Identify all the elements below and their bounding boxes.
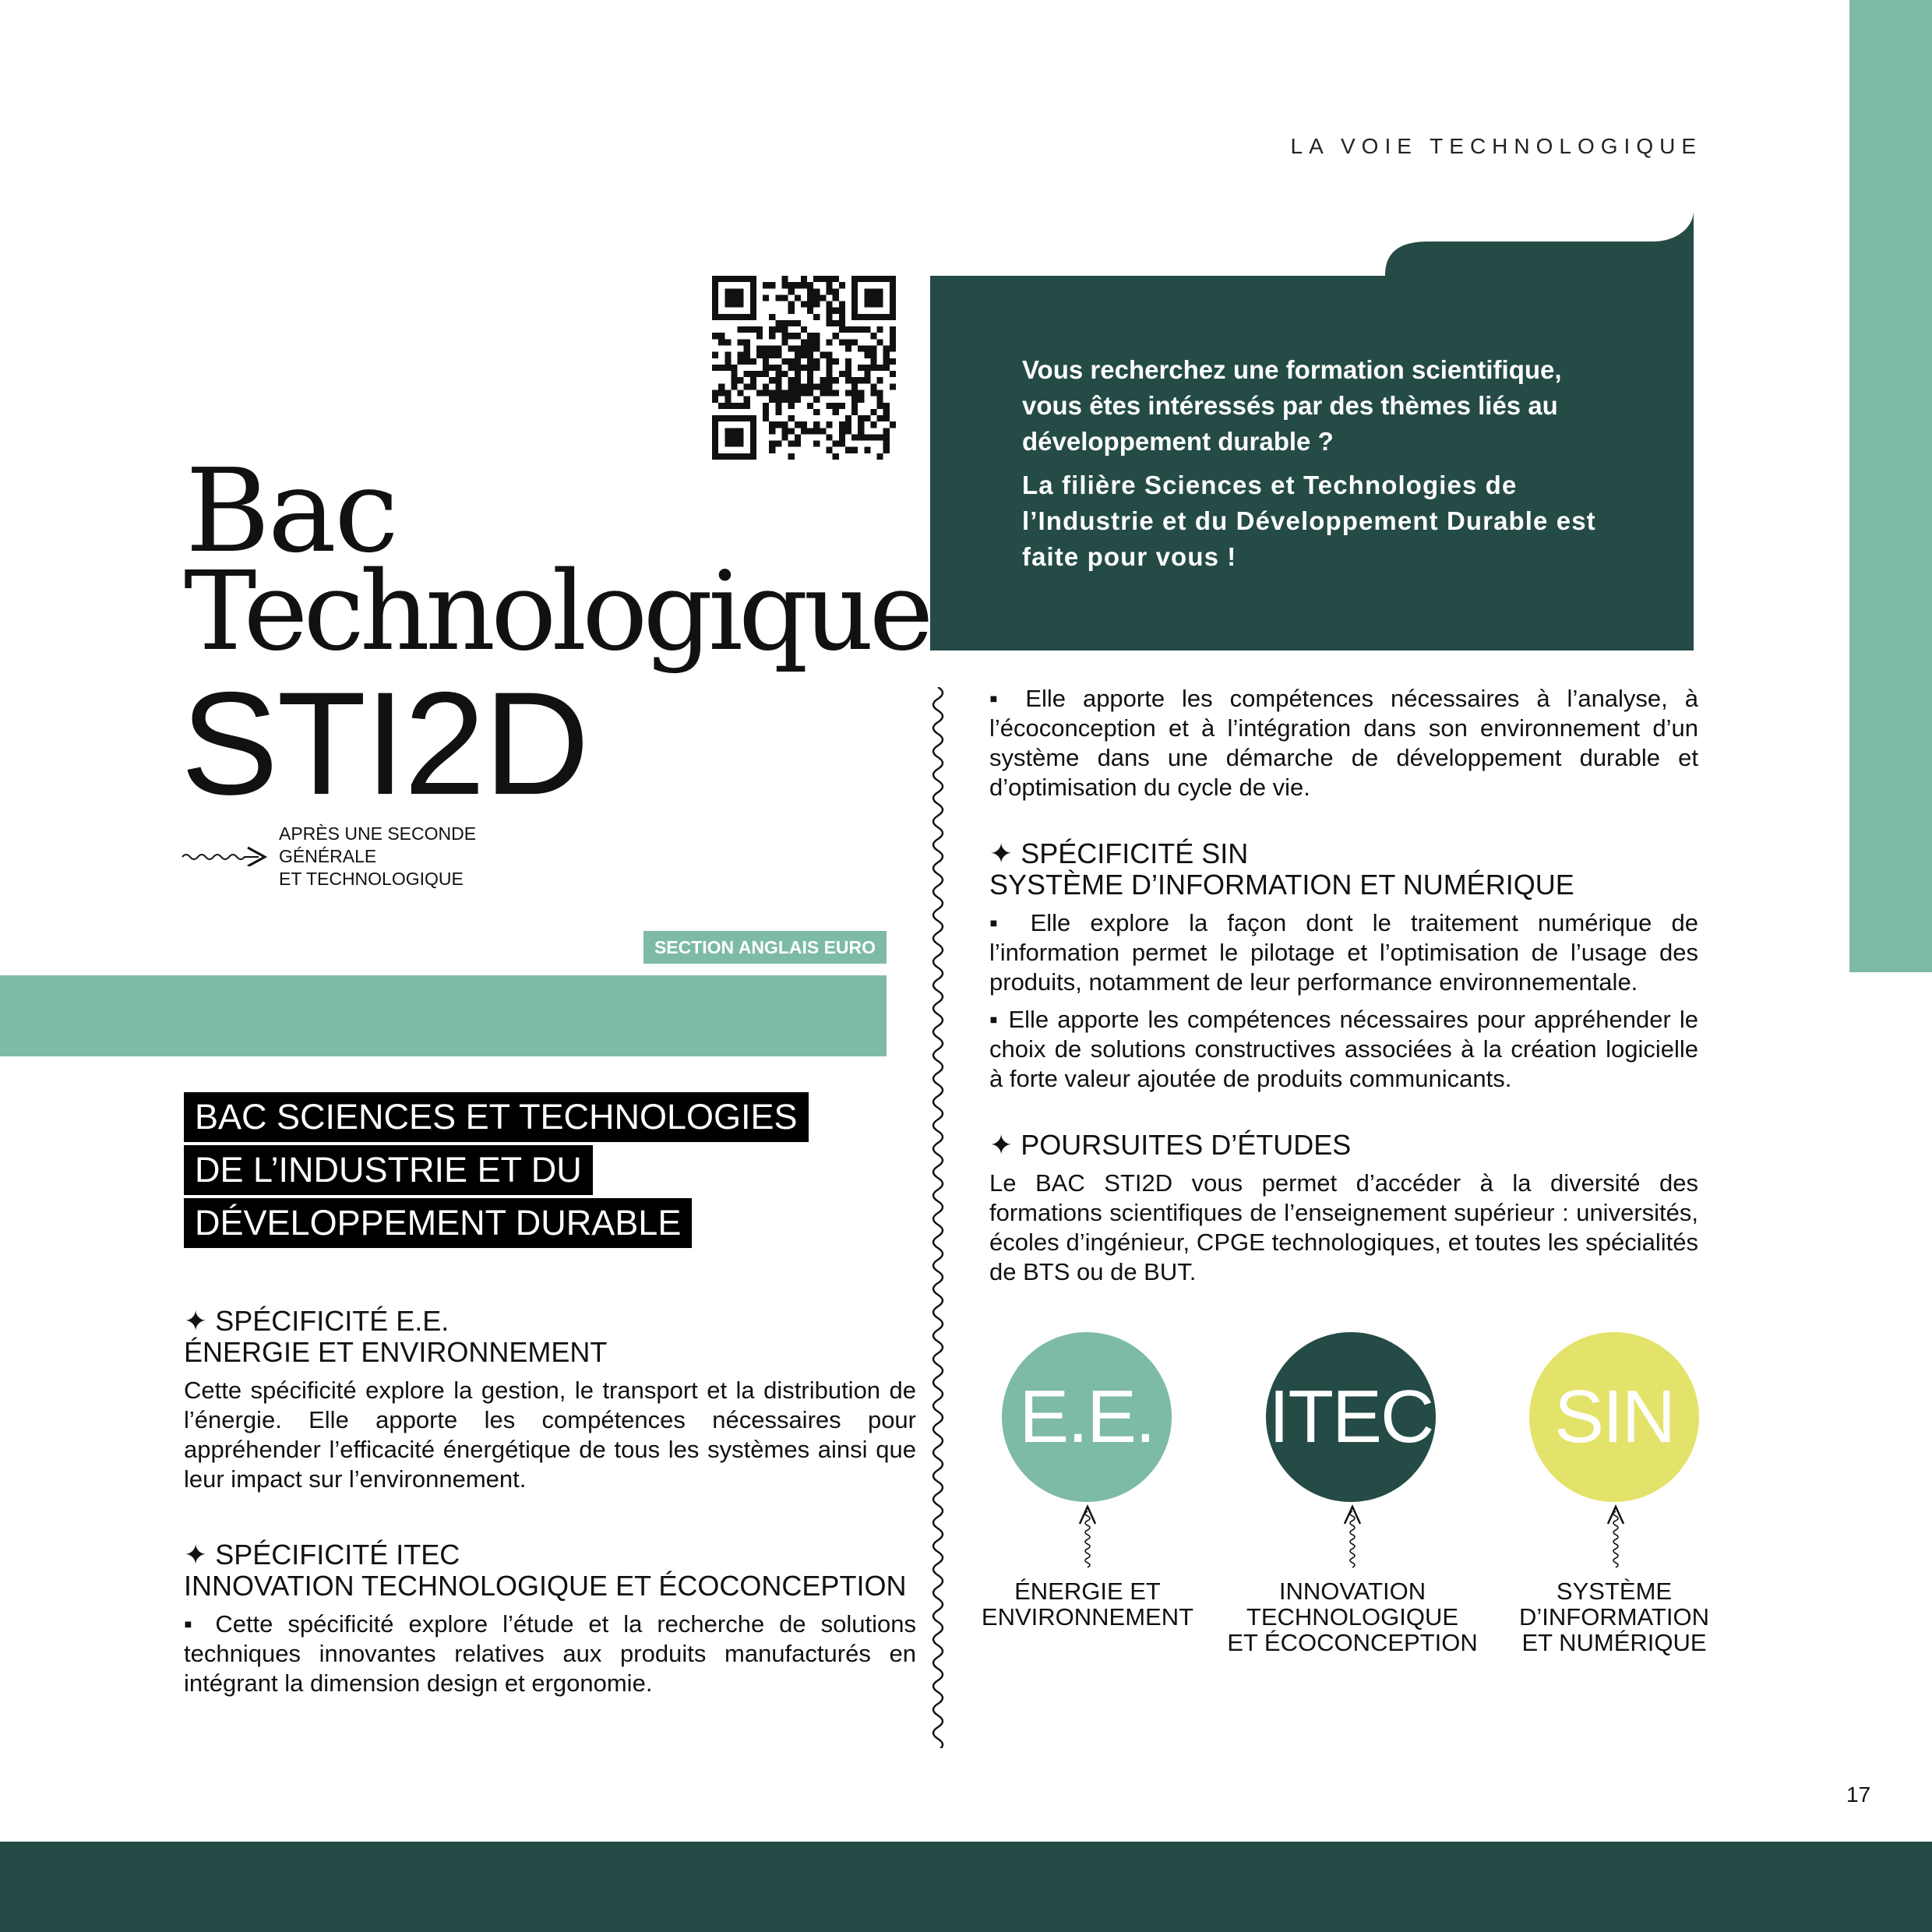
page-number: 17 (1846, 1782, 1871, 1807)
wavy-arrow-up-icon (1337, 1504, 1368, 1569)
page-title-line-1: Bac (185, 444, 397, 578)
section-body: Le BAC STI2D vous permet d’accéder à la diversité des formations scientifiques de l’enseignement supérieur : universités, écoles d’ingénieur, CPGE technologiques, et toutes les spécialités de BTS ou de BUT. (989, 1169, 1698, 1285)
wavy-arrow-icon (181, 843, 268, 866)
bac-headline (184, 1092, 809, 1251)
sparkle-star-icon: ✦ (989, 837, 1014, 869)
sparkle-star-icon: ✦ (989, 1129, 1014, 1161)
intro-callout (930, 210, 1694, 650)
section-body: ▪ Elle apporte les compétences nécessaires à l’analyse, à l’écoconception et à l’intégration dans son environnement d’un système dans une démarche de développement durable et d’optimisation du cycle de vie. (989, 685, 1698, 801)
wavy-arrow-up-icon (1072, 1504, 1103, 1569)
label-line: INNOVATION (1278, 1578, 1426, 1605)
prerequisite-line: ET TECHNOLOGIQUE (279, 869, 464, 889)
section-body: ▪ Elle explore la façon dont le traitement numérique de l’information permet le pilotage et l’optimisation de l’usage des produits, notamment de leur performance environnementale. (989, 909, 1698, 996)
intro-answer: La filière Sciences et Technologies de l’Industrie et du Développement Durable est faite pour vous ! (1022, 471, 1596, 571)
label-line: SYSTÈME (1556, 1578, 1673, 1605)
label-line: ET NUMÉRIQUE (1521, 1629, 1707, 1656)
section-body: Cette spécificité explore la gestion, le transport et la distribution de l’énergie. Elle apporte les compétences nécessaires pour appréhender l’efficacité énergétique de tous les systèmes ainsi que leur impact sur l’environnement. (184, 1377, 916, 1493)
section-itec (184, 1539, 916, 1698)
section-body: ▪ Elle apporte les compétences nécessaires pour appréhender le choix de solutions constructives associées à la création logicielle à forte valeur ajoutée de produits communicants. (989, 1006, 1698, 1092)
page-title-sti2d: STI2D (181, 661, 588, 825)
circle-sin: SIN (1529, 1332, 1699, 1502)
teal-divider-bar (0, 975, 887, 1056)
section-title: SPÉCIFICITÉ ITEC (215, 1539, 460, 1571)
label-line: TECHNOLOGIQUE (1246, 1603, 1459, 1631)
prerequisite-line: GÉNÉRALE (279, 846, 377, 866)
intro-question: Vous recherchez une formation scientifique, vous êtes intéressés par des thèmes liés au développement durable ? (1022, 355, 1562, 456)
circle-label-sin (1474, 1578, 1754, 1655)
qr-code-icon[interactable] (712, 276, 896, 460)
section-title: SPÉCIFICITÉ SIN (1021, 837, 1249, 869)
section-subtitle: SYSTÈME D’INFORMATION ET NUMÉRIQUE (989, 869, 1574, 901)
label-line: D’INFORMATION (1519, 1603, 1709, 1631)
sparkle-star-icon: ✦ (184, 1305, 208, 1337)
prerequisite-note (279, 823, 476, 890)
prerequisite-line: APRÈS UNE SECONDE (279, 823, 477, 844)
section-subtitle: ÉNERGIE ET ENVIRONNEMENT (184, 1336, 608, 1368)
circle-label-ee (947, 1578, 1228, 1630)
section-body: ▪ Cette spécificité explore l’étude et la recherche de solutions techniques innovantes relatives aux produits manufacturés en intégrant la dimension design et ergonomie. (184, 1610, 916, 1697)
page-title-line-2: Technologique (184, 548, 929, 675)
section-title: SPÉCIFICITÉ E.E. (215, 1305, 450, 1337)
headline-line: BAC SCIENCES ET TECHNOLOGIES (184, 1092, 809, 1142)
label-line: ET ÉCOCONCEPTION (1227, 1629, 1478, 1656)
circle-ee: E.E. (1002, 1332, 1172, 1502)
section-kicker: LA VOIE TECHNOLOGIQUE (1290, 134, 1702, 158)
side-accent-band (1849, 0, 1932, 972)
circle-itec: ITEC (1266, 1332, 1436, 1502)
footer-band (0, 1842, 1932, 1932)
section-etudes (989, 1130, 1698, 1287)
headline-line: DE L’INDUSTRIE ET DU (184, 1145, 593, 1195)
label-line: ÉNERGIE ET (1014, 1578, 1161, 1605)
section-ee (184, 1306, 916, 1494)
label-line: ENVIRONNEMENT (981, 1603, 1194, 1631)
wavy-arrow-up-icon (1600, 1504, 1631, 1569)
headline-line: DÉVELOPPEMENT DURABLE (184, 1198, 692, 1248)
section-itec-continued (989, 684, 1698, 802)
section-sin (989, 838, 1698, 1094)
section-euro-badge: SECTION ANGLAIS EURO (643, 931, 887, 964)
sparkle-star-icon: ✦ (184, 1539, 208, 1571)
right-column (989, 684, 1698, 1323)
circle-label-itec (1212, 1578, 1493, 1655)
section-subtitle: INNOVATION TECHNOLOGIQUE ET ÉCOCONCEPTION (184, 1570, 907, 1602)
section-title: POURSUITES D’ÉTUDES (1021, 1129, 1352, 1161)
